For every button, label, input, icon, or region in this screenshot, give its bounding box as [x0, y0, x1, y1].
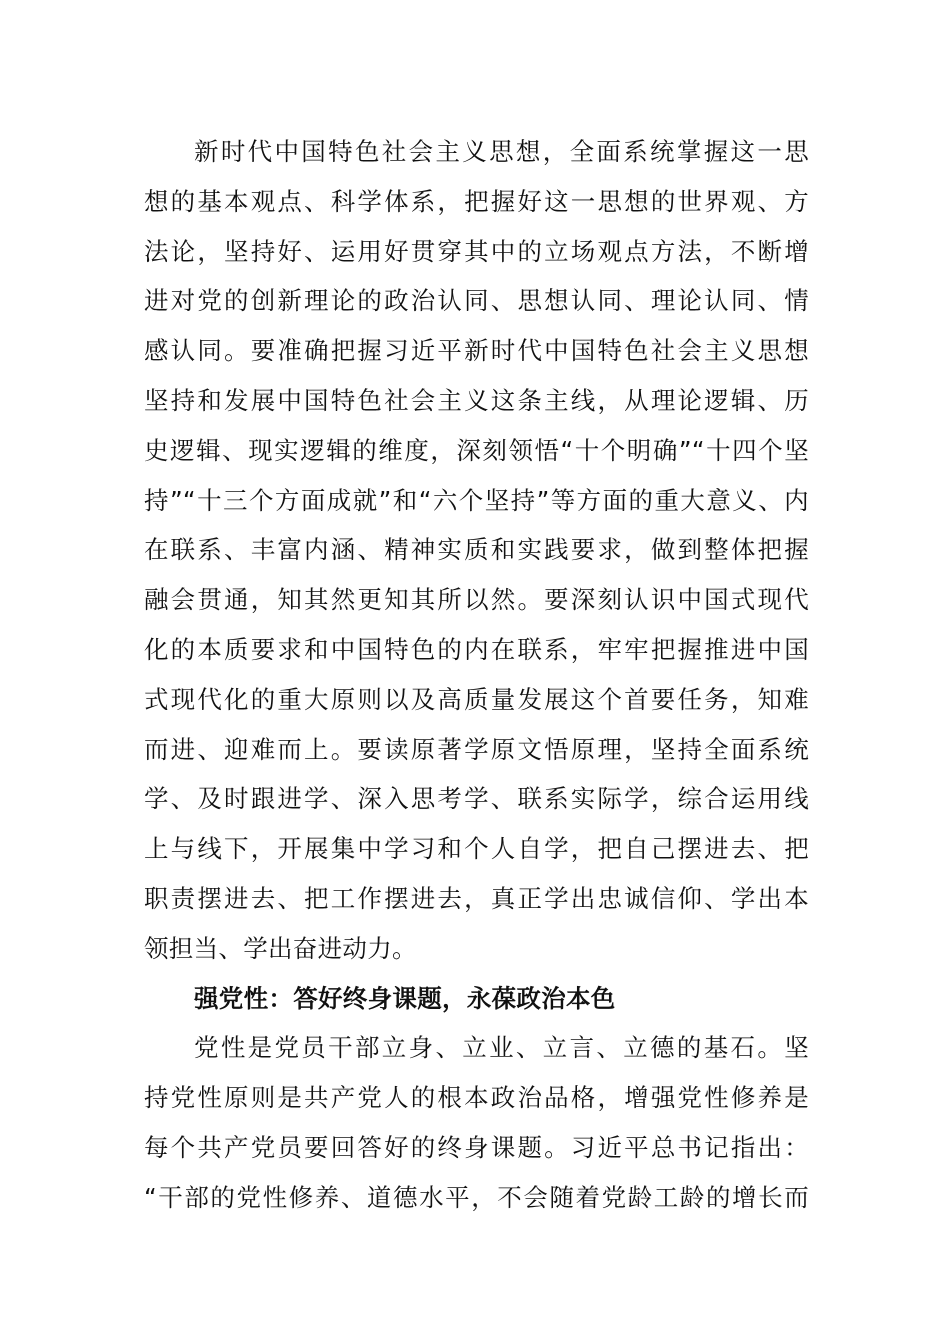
document-page [144, 127, 809, 1223]
section-heading: 强党性：答好终身课题，永葆政治本色 [194, 983, 616, 1013]
text-line: 每个共产党员要回答好的终身课题。习近平总书记指出： [144, 1132, 809, 1162]
text-line: 坚持和发展中国特色社会主义这条主线，从理论逻辑、历 [144, 385, 809, 415]
text-line: 学、及时跟进学、深入思考学、联系实际学，综合运用线 [144, 784, 809, 814]
text-line: 感认同。要准确把握习近平新时代中国特色社会主义思想 [144, 336, 809, 366]
text-line: “干部的党性修养、道德水平，不会随着党龄工龄的增长而 [144, 1182, 809, 1212]
text-line: 持党性原则是共产党人的根本政治品格，增强党性修养是 [144, 1083, 809, 1113]
text-line: 融会贯通，知其然更知其所以然。要深刻认识中国式现代 [144, 585, 809, 615]
text-line: 式现代化的重大原则以及高质量发展这个首要任务，知难 [144, 684, 809, 714]
text-line: 新时代中国特色社会主义思想，全面系统掌握这一思 [194, 137, 809, 166]
text-line: 而进、迎难而上。要读原著学原文悟原理，坚持全面系统 [144, 734, 809, 764]
text-line: 化的本质要求和中国特色的内在联系，牢牢把握推进中国 [144, 634, 809, 664]
text-line: 持”“十三个方面成就”和“六个坚持”等方面的重大意义、内 [144, 485, 809, 515]
paragraph-1 [144, 127, 809, 974]
text-line: 上与线下，开展集中学习和个人自学，把自己摆进去、把 [144, 834, 809, 864]
paragraph-2 [144, 1023, 809, 1222]
text-line: 史逻辑、现实逻辑的维度，深刻领悟“十个明确”“十四个坚 [144, 435, 809, 465]
text-line: 进对党的创新理论的政治认同、思想认同、理论认同、情 [144, 286, 809, 316]
text-line: 党性是党员干部立身、立业、立言、立德的基石。坚 [194, 1033, 809, 1063]
text-line: 想的基本观点、科学体系，把握好这一思想的世界观、方 [144, 186, 809, 216]
text-line: 在联系、丰富内涵、精神实质和实践要求，做到整体把握 [144, 535, 809, 565]
text-line: 领担当、学出奋进动力。 [144, 933, 417, 963]
text-line: 职责摆进去、把工作摆进去，真正学出忠诚信仰、学出本 [144, 883, 809, 913]
text-line: 法论，坚持好、运用好贯穿其中的立场观点方法，不断增 [144, 236, 809, 266]
